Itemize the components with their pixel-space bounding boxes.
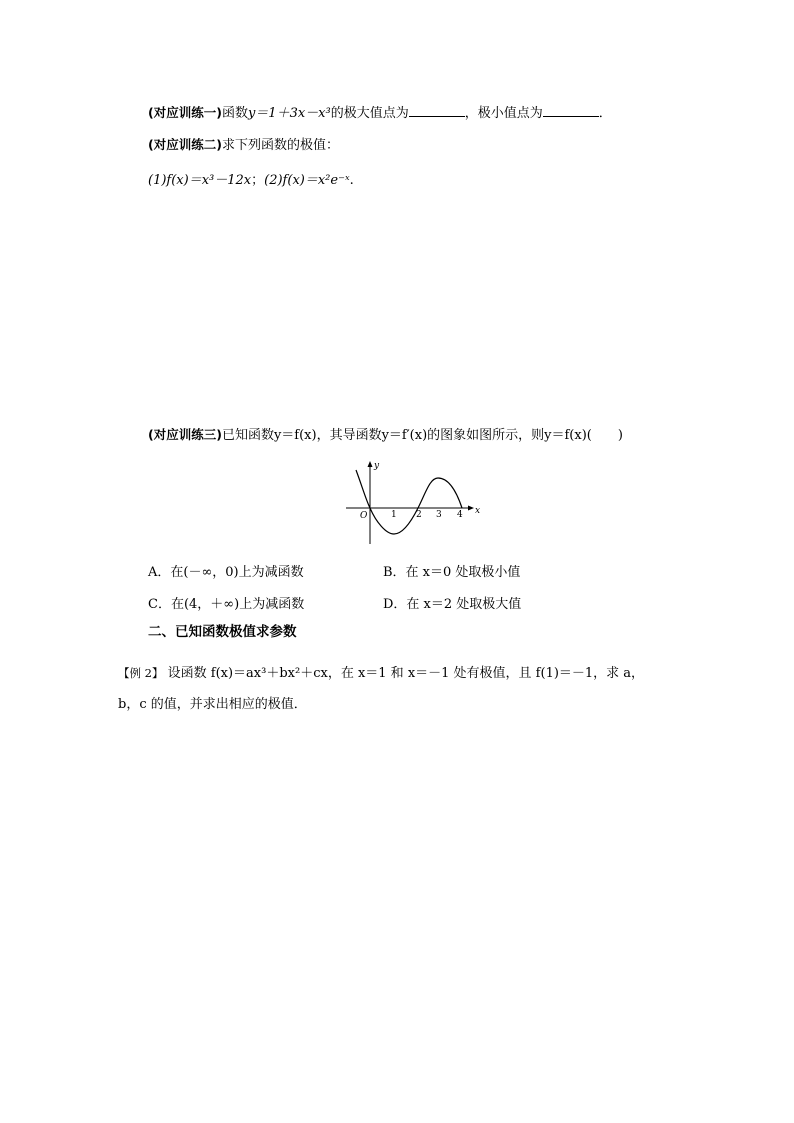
drill1-line <box>148 104 612 123</box>
example2-text1: 设函数 f(x)＝ax³＋bx²＋cx，在 x＝1 和 x＝－1 处有极值，且 f(1)＝－1，求 a， <box>167 666 645 681</box>
answer-blank-min[interactable] <box>543 105 599 117</box>
option-a[interactable]: A．在(－∞，0)上为减函数 <box>148 565 304 580</box>
drill1-text-a: 函数 <box>221 106 248 121</box>
drill2-label: (对应训练二) <box>148 137 222 152</box>
drill3-line <box>148 426 623 445</box>
drill2-text: 求下列函数的极值： <box>221 138 339 153</box>
drill3-text: 已知函数y＝f(x)，其导函数y＝f′(x)的图象如图所示，则y＝f(x)( ) <box>221 428 623 443</box>
drill2-item2: (2)f(x)＝x²e⁻ˣ <box>264 173 350 188</box>
drill2-line <box>148 136 339 155</box>
tick-label-2: 2 <box>416 510 422 520</box>
example2-tag: 【例 2】 <box>118 666 164 680</box>
x-axis-label: x <box>475 506 480 516</box>
derivative-curve <box>356 470 462 534</box>
example2-line2: b，c 的值，并求出相应的极值． <box>118 697 307 712</box>
drill2-items <box>148 172 354 190</box>
x-axis-arrow <box>468 506 474 511</box>
tick-label-1: 1 <box>391 510 397 520</box>
drill1-text-c: ，极小值点为 <box>464 106 543 121</box>
drill1-expr: y＝1＋3x－x³ <box>247 106 331 121</box>
option-d[interactable]: D．在 x＝2 处取极大值 <box>383 597 522 612</box>
example2-line1 <box>118 664 644 683</box>
origin-label: O <box>360 511 368 521</box>
drill2-end: . <box>349 173 354 188</box>
derivative-graph <box>340 456 480 548</box>
answer-blank-max[interactable] <box>409 105 465 117</box>
section-heading: 二、已知函数极值求参数 <box>148 624 297 640</box>
option-c[interactable]: C．在(4，＋∞)上为减函数 <box>148 597 305 612</box>
option-b[interactable]: B．在 x＝0 处取极小值 <box>383 565 521 580</box>
drill2-item1: (1)f(x)＝x³－12x <box>148 173 252 188</box>
drill2-sep: ； <box>251 173 265 188</box>
tick-label-3: 3 <box>436 510 442 520</box>
tick-label-4: 4 <box>457 510 463 520</box>
drill1-text-d: ． <box>598 106 612 121</box>
drill3-label: (对应训练三) <box>148 427 222 442</box>
y-axis-label: y <box>374 461 380 471</box>
y-axis-arrow <box>368 461 373 467</box>
drill1-text-b: 的极大值点为 <box>330 106 409 121</box>
drill1-label: (对应训练一) <box>148 105 222 120</box>
